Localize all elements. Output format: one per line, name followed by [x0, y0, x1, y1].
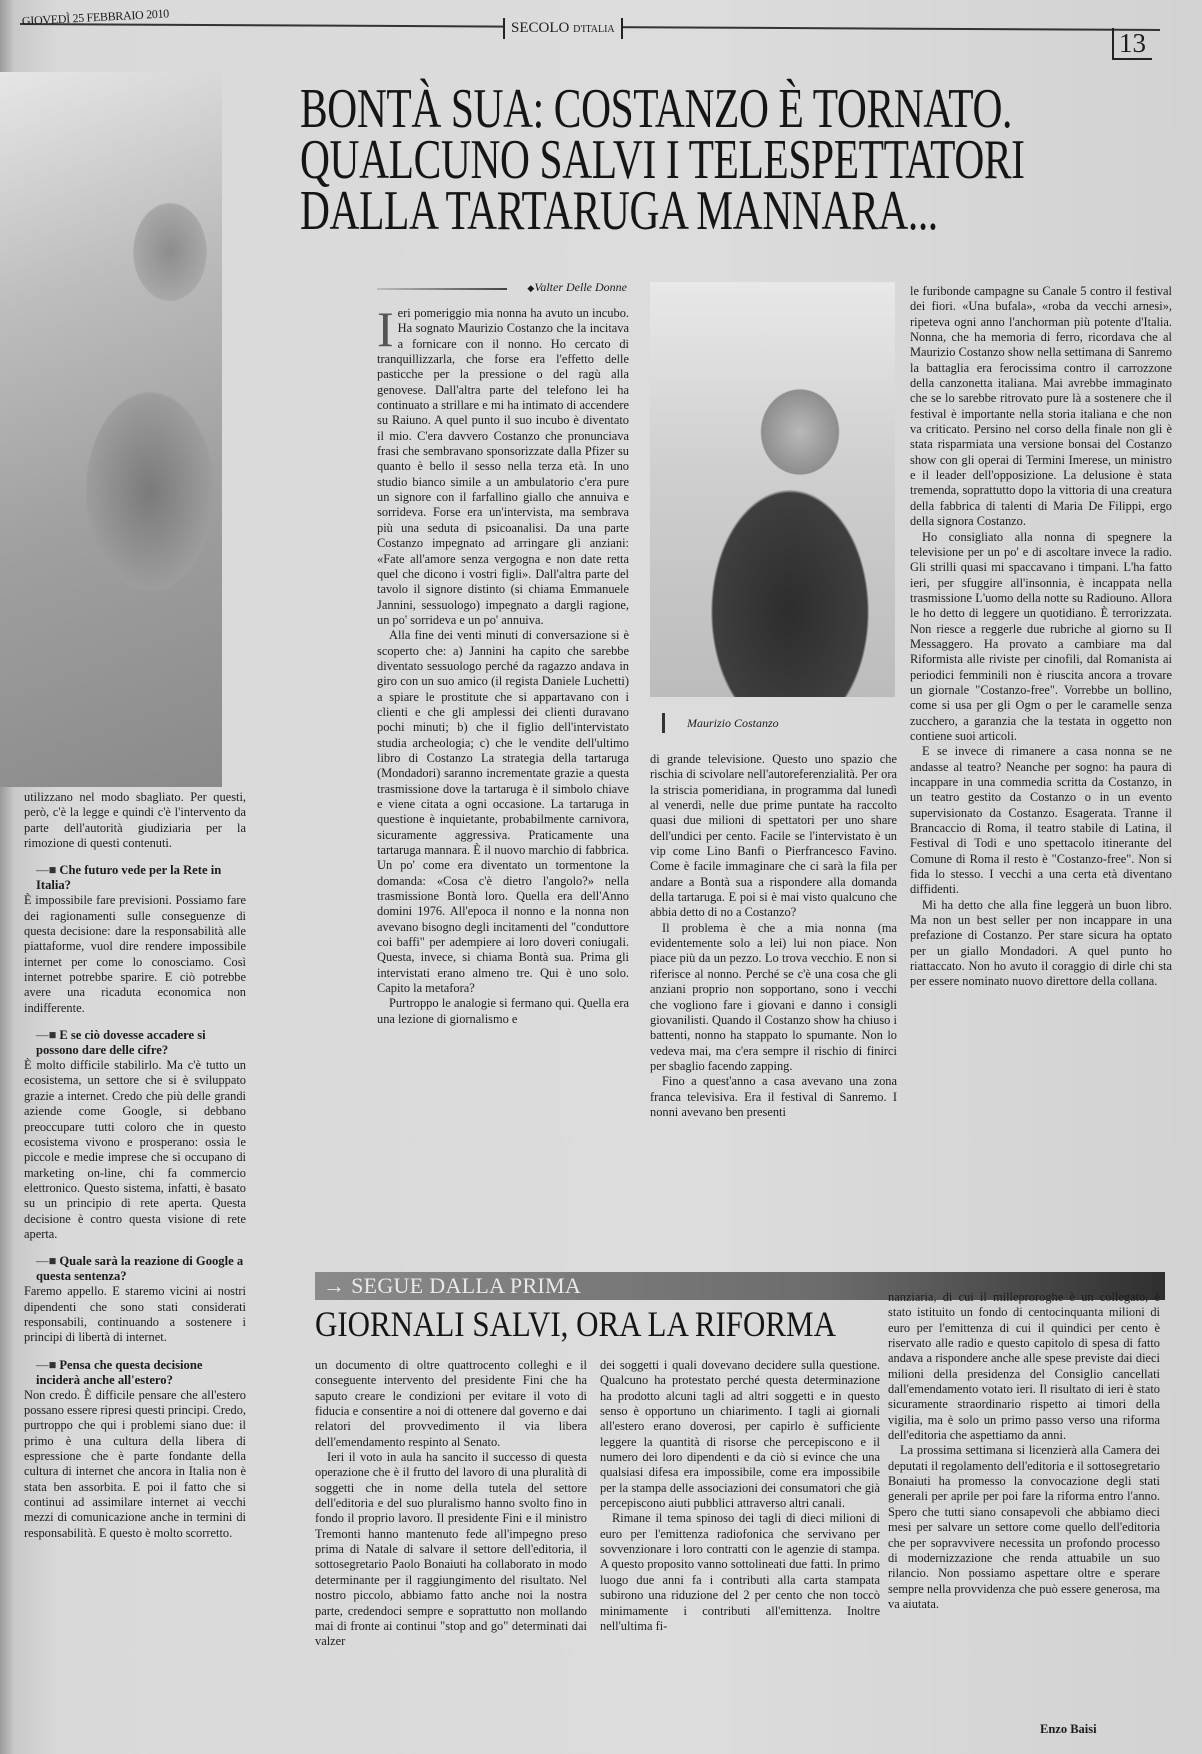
interview-question: —■ Che futuro vede per la Rete in Italia?	[24, 863, 246, 893]
paragraph: dei soggetti i quali dovevano decidere sulla questione. Qualcuno ha protestato perché questa determinazione ha prodotto alcuni tagli ad altri soggetti e in questo senso è opportuno un chiarimento. I tagli ai giornali all'estero erano doverosi, per capirlo è sufficiente leggere la quantità di risorse che percepiscono e il numero dei loro dipendenti e da ciò si evince che una qualsiasi difesa era impossibile, come era impossibile per la stampa delle associazioni dei consumatori che già percepiscono aiuti pubblici attraverso altri canali.	[600, 1358, 880, 1511]
headline-line: BONTÀ SUA: COSTANZO È TORNATO.	[300, 78, 1012, 140]
article-column-1	[377, 306, 629, 1231]
second-column-3	[888, 1290, 1160, 1720]
signature: Enzo Baisi	[1040, 1722, 1097, 1736]
drop-cap: I	[377, 306, 394, 357]
issue-date: GIOVEDÌ 25 FEBBRAIO 2010	[21, 6, 170, 28]
interview-column	[24, 790, 246, 1705]
second-headline: GIORNALI SALVI, ORA LA RIFORMA	[315, 1304, 836, 1344]
page-number: 13	[1112, 28, 1152, 60]
costanzo-photo	[650, 282, 895, 697]
article-headline	[300, 78, 1140, 242]
paragraph: Alla fine dei venti minuti di conversazione si è scoperto che: a) Jannini ha capito che sarebbe diventato sessuologo perché da ragazzo andava in giro con un suo amico (il regista Daniele Luchetti) a spiare le prostitute che si appartavano con i clienti e che gli amplessi dei clienti duravano pochi minuti; b) che il figlio dell'intervistato studia archeologia; c) che le vendite dell'ultimo libro di Costanzo La strategia della tartaruga (Mondadori) saranno incrementate grazie a questa trasmissione dove la tartaruga è il simbolo chiave e viene citata a ogni occasione. La tartaruga in questione è inquietante, probabilmente carnivora, sicuramente aggressiva. Praticamente una tartaruga mannara. È il nuovo marchio di fabbrica. Un po' come era diventato un tormentone la domanda: «Cosa c'è dietro l'angolo?» nella trasmissione Bontà loro. Quella era dell'Anno domini 1976. All'epoca il nonno e la nonna non avevano bisogno degli incitamenti del "conduttore coi baffi" per adempiere ai loro doveri coniugali. Questa, invece, si chiama Bontà sua. Prima gli intervistati erano almeno tre. Qui è uno solo. Capito la metafora?	[377, 628, 629, 996]
paragraph: le furibonde campagne su Canale 5 contro il festival dei fiori. «Una bufala», «roba da vecchi arnesi», ripeteva ogni anno l'anchorman più potente d'Italia. Nonna, che ha memoria di ferro, ricordava che al Maurizio Costanzo show nella settimana di Sanremo la battaglia era ferocissima contro il carrozzone della canzonetta italiana. Mai avrebbe immaginato che se lo sarebbe ritrovato pure là a sostenere che il festival è importante nella storia italiana e che non va criticato. Persino nel corso della finale non gli è stata risparmiata una versione bonsai del Costanzo show con gli operai di Termini Imerese, un ministro e il leader dell'opposizione. La delusione è stata tremenda, soprattutto dopo la vittoria di una creatura della fabbrica di talenti di Maria De Filippi, ergo della signora Costanzo.	[910, 284, 1172, 529]
photo-caption: Maurizio Costanzo	[662, 713, 779, 733]
second-column-1	[315, 1358, 587, 1723]
paragraph: La prossima settimana si licenzierà alla Camera dei deputati il regolamento dell'editoria e il sottosegretario Bonaiuti ha promesso la convocazione degli stati generali per aprile per poi fare la riforma entro l'anno. Spero che tutti siano consapevoli che abbiamo dieci mesi per salvare un settore come quello dell'editoria che per sopravvivere necessita un profondo processo di modernizzazione che renda attuabile un suo rilancio. Non possiamo aspettare oltre e sperare sempre nella provvidenza che può essere generosa, ma va aiutata.	[888, 1443, 1160, 1611]
paragraph-text: eri pomeriggio mia nonna ha avuto un incubo. Ha sognato Maurizio Costanzo che la incitava a fornicare con il nonno. Ho cercato di tranquillizzarla, che forse era l'effetto delle pasticche per la pressione o del ragù alla genovese. Dall'altra parte del telefono lei ha continuato a strillare e mi ha intimato di accendere su Raiuno. A quel punto il suo incubo è diventato il mio. C'era davvero Costanzo che pronunciava frasi che sembravano sponsorizzate dalla Pfizer su quanto è bello il sesso nella terza età. In uno studio bianco simile a un ambulatorio c'era pure un signore con il farfallino giallo che annuiva e sorrideva. Forse era un'intervista, ma sembrava più una seduta di psicoanalisi. Da una parte Costanzo impegnato ad arringare gli anziani: «Fate all'amore senza vergogna e non date retta quel che dicono i vostri figli». Dall'altra parte del tavolo il signore distinto (si chiama Emmanuele Jannini, sessuologo) impegnato a dargli ragione, un po' sorrideva e un po' annuiva.	[377, 306, 629, 627]
paragraph: nanziaria, di cui il milleproroghe è un collegato, è stato istituito un fondo di centocinquanta milioni di euro per l'emittenza di cui il quindici per cento è riservato alle radio e questo capitolo di spesa di fatto andava a rispondere anche alle spese previste dai dieci milioni della presidenza del Consiglio cancellati dall'emendamento votato ieri. Il risultato di ieri è stato sicuramente straordinario rispetto ai timori della vigilia, ma è solo un primo passo verso una riforma dell'editoria che aspettiamo da anni.	[888, 1290, 1160, 1443]
paragraph: Fino a quest'anno a casa avevano una zona franca televisiva. Era il festival di Sanremo. I nonni avevano ben presenti	[650, 1074, 897, 1119]
kicker-label: → SEGUE DALLA PRIMA	[323, 1273, 582, 1298]
paragraph: un documento di oltre quattrocento colleghi e il conseguente intervento del presidente Fini che ha saputo creare le condizioni per evitare il voto di fiducia e consentire a noi di ottenere dal governo e dai relatori del provvedimento il via libera dell'emendamento respinto al Senato.	[315, 1358, 587, 1449]
paragraph: Il problema è che a mia nonna (ma evidentemente solo a lei) lui non piace. Non piace più da un pezzo. Lo trova vecchio. E non si riferisce al nonno. Perché se c'è una cosa che gli anziani proprio non sopportano, sono i vecchi che vogliono fare i giovani e danno i consigli giovanilisti. Quando il Costanzo show ha chiuso i battenti, nonno ha stappato lo spumante. Non lo vedeva mai, ma c'era sempre il rischio di finirci per sbaglio facendo zapping.	[650, 920, 897, 1073]
paragraph: Ho consigliato alla nonna di spegnere la televisione per un po' e di ascoltare invece la radio. Gli strilli quasi mi spaccavano i timpani. L'ha fatto ieri, per sfuggire all'insonnia, è incappata nella trasmissione L'uomo della notte su Radiouno. Allora le ho detto di leggere un quotidiano. È terrorizzata. Non riesce a reggerle due rubriche al giorno su Il Messaggero. Ha provato a cambiare ma dal Riformista alle riviste per cinofili, dal Romanista ai periodici femminili non è riuscita ancora a trovare un giornale "Costanzo-free". Vorrebbe un bollino, come si usa per gli Ogm o per le caramelle senza zucchero, a garanzia che la testata in oggetto non contiene suoi articoli.	[910, 529, 1172, 743]
paragraph: Rimane il tema spinoso dei tagli di dieci milioni di euro per l'emittenza radiofonica che servivano per sovvenzionare i loro contratti con le agenzie di stampa. A questo proposito vanno sottolineati due fatti. In primo luogo due anni fa i contributi alla carta stampata subirono una riduzione del 2 per cento che non toccò minimamente i contributi all'emittenza. Inoltre nell'ultima fi-	[600, 1511, 880, 1633]
interview-answer: Faremo appello. E staremo vicini ai nostri dipendenti che sono stati considerati responsabili, continuando a sostenere i principi di libertà di internet.	[24, 1284, 246, 1345]
interview-photo	[0, 72, 222, 787]
masthead-main: SECOLO	[511, 20, 570, 36]
paragraph: di grande televisione. Questo uno spazio che rischia di scivolare nell'autoreferenzialità. Per ora la striscia pomeridiana, in programma dal lunedì al venerdì, nelle due prime puntate ha raccolto quasi due milioni di spettatori per uno share dell'undici per cento. Facile se l'intervistato è un vip come Lino Banfi o Pierfrancesco Favino. Come è facile immaginare che ci sarà la fila per andare a Bontà sua a rispondere alla domanda della tartaruga. E poi si è mai visto qualcuno che abbia detto di no a Costanzo?	[650, 752, 897, 920]
byline-rule	[377, 288, 507, 290]
paragraph: Mi ha detto che alla fine leggerà un buon libro. Ma non un best seller per non incappare in una prefazione di Costanzo. Per stare sicura ha optato per un giallo Mondadori. A quel punto ho riattaccato. Non ho avuto il coraggio di dirle chi sta per essere nominato nuovo direttore della collana.	[910, 897, 1172, 989]
second-column-2	[600, 1358, 880, 1723]
headline-line: QUALCUNO SALVI I TELESPETTATORI	[300, 129, 1025, 191]
interview-question: —■ Quale sarà la reazione di Google a questa sentenza?	[24, 1254, 246, 1284]
interview-answer: Non credo. È difficile pensare che all'estero possano essere ripresi questi principi. Credo, purtroppo che qui i problemi siano due: il primo è una cultura della libera di espressione che è parte fondante della cultura di internet che ancora in Italia non è stata ben assorbita. E poi il fatto che si continui ad assimilare internet ai vecchi mezzi di comunicazione anche in termini di responsabilità. E questo è molto scorretto.	[24, 1387, 246, 1540]
author-name: ◆ Valter Delle Donne	[527, 280, 627, 295]
interview-answer: È molto difficile stabilirlo. Ma c'è tutto un ecosistema, un settore che si è sviluppato grazie a internet. Credo che più delle grandi aziende come Google, si debbano preoccupare tutti coloro che in questo ecosistema vivono e prosperano: ossia le piccole e medie imprese che si occupano di marketing on-line, chi fa commercio elettronico. Questo sistema, infatti, è basato su un principio di rete aperta. Questa decisione è contro questa visione di rete aperta.	[24, 1058, 246, 1241]
paragraph: Ieri il voto in aula ha sancito il successo di questa operazione che è il frutto del lavoro di una pluralità di soggetti che in nome della tutela del settore dell'editoria e del suo pluralismo hanno svolto fino in fondo il proprio lavoro. Il presidente Fini e il ministro Tremonti hanno mantenuto fede all'impegno preso prima di Natale di salvare il settore dell'editoria, il sottosegretario Paolo Bonaiuti ha collaborato in modo determinante per il raggiungimento del risultato. Nel nostro piccolo, abbiamo fatto anche noi la nostra parte, credendoci sempre e soprattutto non mollando mai di fronte ai continui "stop and go" determinati dai valzer	[315, 1450, 587, 1649]
interview-question: —■ Pensa che questa decisione inciderà anche all'estero?	[24, 1358, 246, 1388]
paragraph	[377, 306, 629, 628]
article-column-2	[650, 752, 897, 1222]
masthead	[503, 18, 623, 39]
paragraph: E se invece di rimanere a casa nonna se ne andasse al teatro? Neanche per sogno: ha paura di incappare in una commedia scritta da Costanzo, in un teatro gestito da Costanzo o in un evento supervisionato da Costanzo. Esagerata. Tranne il Brancaccio di Roma, il teatro stabile di Latina, il Festival di Todi e uno spettacolo itinerante del Comune di Roma il resto è "Costanzo-free". Non si fida lo stesso. I vecchi a una certa età diventano diffidenti.	[910, 744, 1172, 897]
masthead-small: D'ITALIA	[573, 24, 615, 35]
byline	[377, 280, 627, 298]
article-column-3	[910, 284, 1172, 1214]
paragraph: Purtroppo le analogie si fermano qui. Quella era una lezione di giornalismo e	[377, 996, 629, 1026]
headline-line: DALLA TARTARUGA MANNARA...	[300, 180, 938, 242]
interview-intro: utilizzano nel modo sbagliato. Per questi, però, c'è la legge e quindi c'è l'intervento da parte dell'autorità giudiziaria per la rimozione di questi contenuti.	[24, 790, 246, 851]
interview-answer: È impossibile fare previsioni. Possiamo fare dei ragionamenti sulle conseguenze di questa decisione: dare la responsabilità alle piattaforme, vuol dire rendere impossibile internet per come lo conosciamo. Così internet potrebbe sparire. E ciò potrebbe avere una ricaduta economica non indifferente.	[24, 893, 246, 1015]
interview-question: —■ E se ciò dovesse accadere si possono dare delle cifre?	[24, 1028, 246, 1058]
